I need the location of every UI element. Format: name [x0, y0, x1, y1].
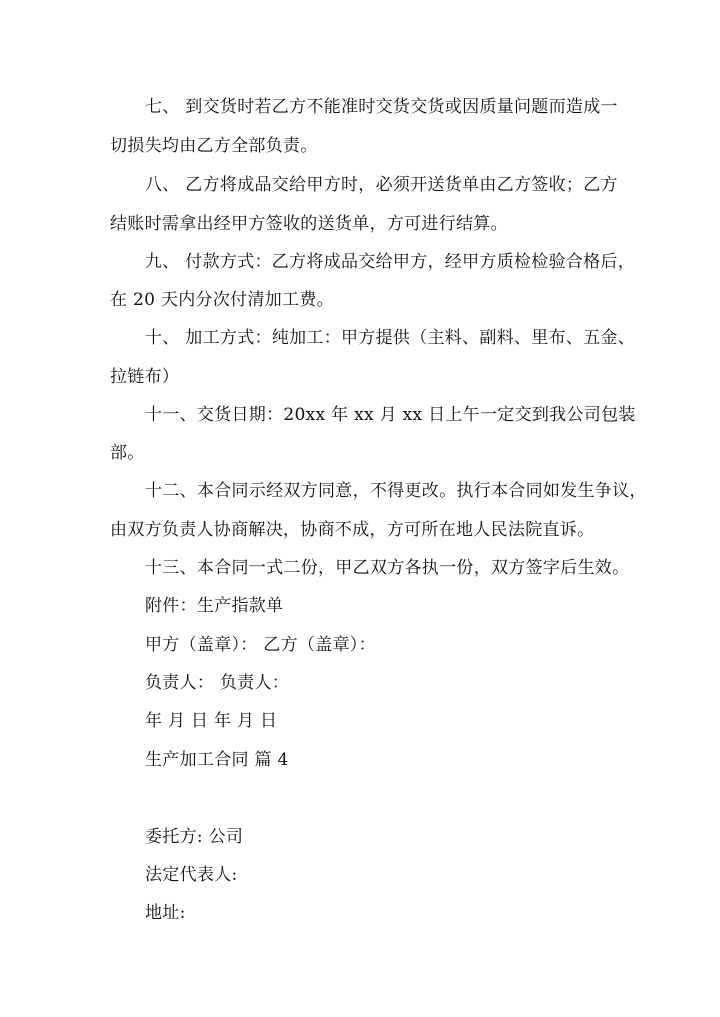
clause-7-line-2: 切损失均由乙方全部负责。	[110, 136, 318, 156]
section-heading: 生产加工合同 篇 4	[145, 750, 289, 770]
clause-12-line-1: 十二、本合同示经双方同意，不得更改。执行本合同如发生争议，	[145, 481, 647, 501]
clause-8-line-2: 结账时需拿出经甲方签收的送货单，方可进行结算。	[110, 214, 508, 234]
clause-10-line-1: 十、 加工方式：纯加工：甲方提供（主料、副料、里布、五金、	[145, 328, 636, 348]
legal-rep-line: 法定代表人:	[145, 865, 238, 885]
clause-13-line: 十三、本合同一式二份，甲乙双方各执一份，双方签字后生效。	[145, 558, 630, 578]
client-line: 委托方: 公司	[145, 827, 244, 847]
clause-12-line-2: 由双方负责人协商解决，协商不成，方可所在地人民法院直诉。	[110, 520, 595, 540]
clause-9-line-2: 在 20 天内分次付清加工费。	[110, 290, 334, 310]
clause-10-line-2: 拉链布）	[110, 367, 180, 387]
clause-8-line-1: 八、 乙方将成品交给甲方时，必须开送货单由乙方签收；乙方	[145, 175, 618, 195]
clause-11-line-1: 十一、交货日期：20xx 年 xx 月 xx 日上午一定交到我公司包装	[145, 405, 636, 425]
responsible-line: 负责人： 负责人：	[145, 673, 290, 693]
seal-line: 甲方（盖章）： 乙方（盖章）：	[145, 635, 376, 655]
attachment-line: 附件：生产指款单	[145, 596, 284, 616]
clause-7-line-1: 七、 到交货时若乙方不能准时交货交货或因质量问题而造成一	[145, 97, 618, 117]
clause-11-line-2: 部。	[110, 443, 145, 463]
clause-9-line-1: 九、 付款方式：乙方将成品交给甲方，经甲方质检检验合格后，	[145, 252, 636, 272]
address-line: 地址:	[145, 903, 186, 923]
date-line: 年 月 日 年 月 日	[145, 711, 278, 731]
